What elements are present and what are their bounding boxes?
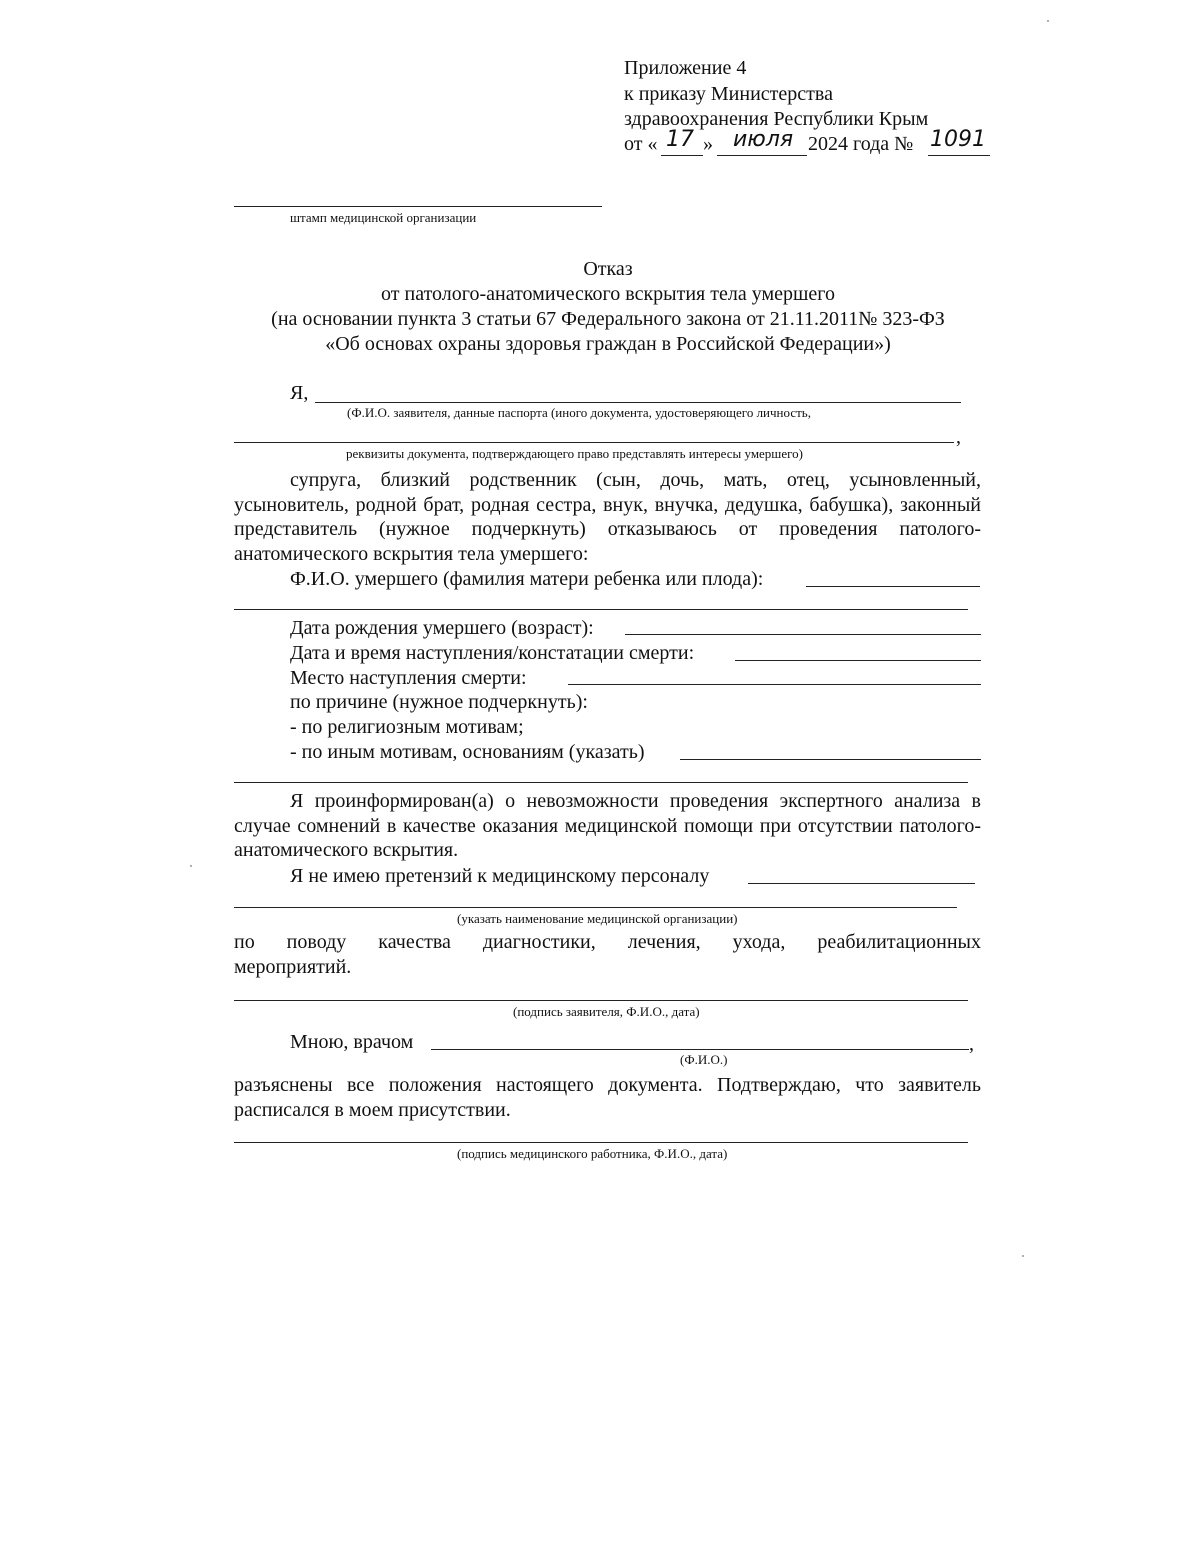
worker-signature-caption: (подпись медицинского работника, Ф.И.О., дата): [457, 1146, 728, 1161]
doctor-name-line: [431, 1049, 969, 1050]
applicant-caption: (Ф.И.О. заявителя, данные паспорта (иного документа, удостоверяющего личность,: [347, 405, 811, 420]
death-place-line: [568, 684, 981, 685]
handwritten-order-number: 1091: [930, 127, 986, 152]
doctor-label: Мною, врачом: [290, 1031, 414, 1053]
applicant-comma: ,: [956, 426, 961, 448]
document-title: Отказ: [583, 258, 633, 280]
order-date-quote-close: »: [703, 133, 713, 155]
stamp-caption: штамп медицинской организации: [290, 210, 477, 225]
birth-date-line: [625, 634, 981, 635]
other-reason-line: [680, 759, 981, 760]
organization-line: [234, 907, 957, 908]
stamp-line: [234, 206, 602, 207]
ministry-name: здравоохранения Республики Крым: [624, 108, 929, 130]
no-claims-label: Я не имею претензий к медицинскому персоналу: [290, 865, 710, 887]
birth-date-label: Дата рождения умершего (возраст):: [290, 617, 594, 639]
worker-signature-line: [234, 1142, 968, 1143]
handwritten-day: 17: [666, 127, 694, 152]
applicant-name-line: [315, 402, 961, 403]
document-subtitle: от патолого-анатомического вскрытия тела умершего: [381, 283, 835, 305]
organization-caption: (указать наименование медицинской организации): [457, 911, 738, 926]
document-caption: реквизиты документа, подтверждающего право представлять интересы умершего): [346, 446, 803, 461]
applicant-doc-line: [234, 442, 954, 443]
order-date-prefix: от «: [624, 133, 658, 155]
deceased-name-line: [806, 586, 980, 587]
explained-paragraph: разъяснены все положения настоящего документа. Подтверждаю, что заявитель расписался в моем присутствии.: [234, 1074, 981, 1121]
deceased-name-line-2: [234, 609, 968, 610]
applicant-pronoun: Я,: [290, 382, 309, 404]
informed-paragraph: Я проинформирован(а) о невозможности проведения экспертного анализа в случае сомнений в качестве оказания медицинской помощи при отсутствии патолого-анатомического вскрытия.: [234, 790, 981, 861]
number-underline: [928, 155, 990, 156]
reason-label: по причине (нужное подчеркнуть):: [290, 691, 588, 713]
order-reference: к приказу Министерства: [624, 83, 833, 105]
relation-paragraph: супруга, близкий родственник (сын, дочь, мать, отец, усыновленный, усыновитель, родной брат, родная сестра, внук, внучка, дедушка, бабушка), законный представитель (нужное подчеркнуть) отказываюсь от проведения патолого-анатомического вскрытия тела умершего:: [234, 469, 981, 565]
day-underline: [661, 155, 703, 156]
other-reason-line-2: [234, 782, 968, 783]
doctor-comma: ,: [969, 1033, 974, 1055]
handwritten-month: июля: [733, 127, 794, 152]
doctor-caption: (Ф.И.О.): [680, 1052, 728, 1067]
appendix-number: Приложение 4: [624, 57, 747, 79]
month-underline: [717, 155, 807, 156]
quality-line-end: мероприятий.: [234, 956, 352, 978]
applicant-signature-caption: (подпись заявителя, Ф.И.О., дата): [513, 1004, 700, 1019]
religious-reason: - по религиозным мотивам;: [290, 716, 524, 738]
death-place-label: Место наступления смерти:: [290, 667, 527, 689]
scan-speck: [190, 865, 192, 867]
quality-line: по поводу качества диагностики, лечения, ухода, реабилитационных: [234, 931, 981, 953]
death-datetime-label: Дата и время наступления/констатации смерти:: [290, 642, 695, 664]
scan-speck: [1022, 1255, 1024, 1257]
applicant-signature-line: [234, 1000, 968, 1001]
death-datetime-line: [735, 660, 981, 661]
scan-speck: [1047, 20, 1049, 22]
law-name: «Об основах охраны здоровья граждан в Российской Федерации»): [325, 333, 891, 355]
deceased-name-label: Ф.И.О. умершего (фамилия матери ребенка или плода):: [290, 568, 764, 590]
legal-basis: (на основании пункта 3 статьи 67 Федерального закона от 21.11.2011№ 323-ФЗ: [271, 308, 945, 330]
other-reason-label: - по иным мотивам, основаниям (указать): [290, 741, 645, 763]
order-year: 2024 года №: [808, 133, 914, 155]
no-claims-line: [748, 883, 975, 884]
